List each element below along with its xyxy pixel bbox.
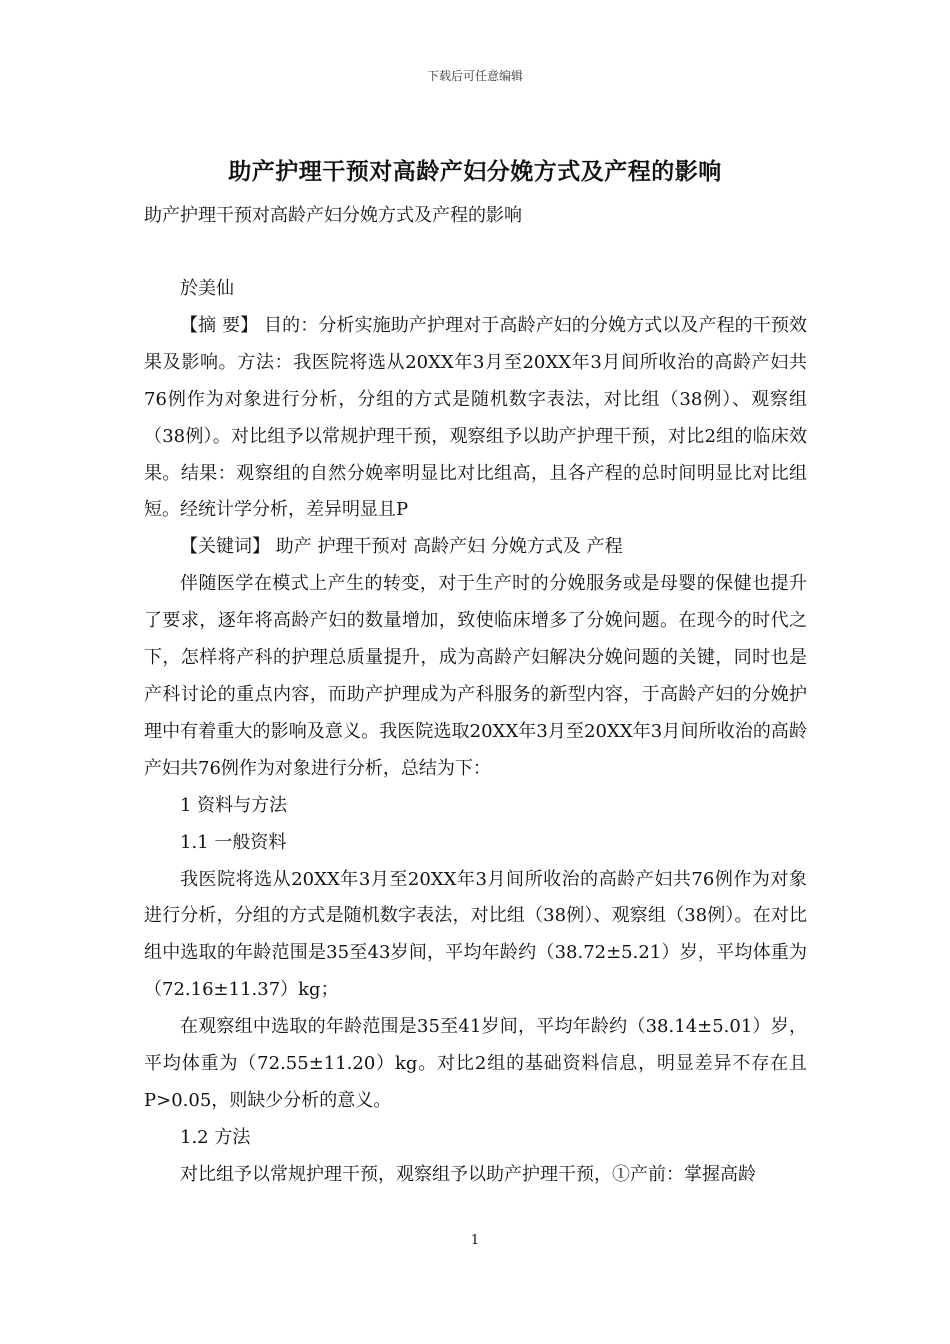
- document-title: 助产护理干预对高龄产妇分娩方式及产程的影响: [228, 159, 722, 185]
- page-number: 1: [470, 1233, 480, 1248]
- paragraph-methods: 对比组予以常规护理干预，观察组予以助产护理干预，①产前：掌握高龄: [180, 1163, 756, 1185]
- paragraph-general-data-a: 我医院将选从20XX年3月至20XX年3月间所收治的高龄产妇共76例作为对象进行分析，分组的方式是随机数字表法，对比组（38例）、观察组（38例）。在对比组中选取的年龄范围是35至43岁间，平均年龄约（38.72±5.21）岁，平均体重为（72.16±11.37）kg；: [144, 868, 807, 1001]
- document-body: [144, 271, 807, 1194]
- section-heading-1: 1 资料与方法: [180, 794, 288, 816]
- paragraph-general-data-b: 在观察组中选取的年龄范围是35至41岁间，平均年龄约（38.14±5.01）岁，平均体重为（72.55±11.20）kg。对比2组的基础资料信息，明显差异不存在且P>0.05，则缺少分析的意义。: [144, 1016, 807, 1111]
- abstract-paragraph: 【摘 要】 目的：分析实施助产护理对于高龄产妇的分娩方式以及产程的干预效果及影响。方法：我医院将选从20XX年3月至20XX年3月间所收治的高龄产妇共76例作为对象进行分析，分组的方式是随机数字表法，对比组（38例）、观察组（38例）。对比组予以常规护理干预，观察组予以助产护理干预，对比2组的临床效果。结果：观察组的自然分娩率明显比对比组高，且各产程的总时间明显比对比组短。经统计学分析，差异明显且P: [144, 314, 807, 521]
- document-subtitle: 助产护理干预对高龄产妇分娩方式及产程的影响: [144, 205, 522, 226]
- author-line: 於美仙: [180, 278, 234, 299]
- section-heading-1-2: 1.2 方法: [180, 1126, 251, 1148]
- intro-paragraph: 伴随医学在模式上产生的转变，对于生产时的分娩服务或是母婴的保健也提升了要求，逐年将高龄产妇的数量增加，致使临床增多了分娩问题。在现今的时代之下，怎样将产科的护理总质量提升，成为高龄产妇解决分娩问题的关键，同时也是产科讨论的重点内容，而助产护理成为产科服务的新型内容，于高龄产妇的分娩护理中有着重大的影响及意义。我医院选取20XX年3月至20XX年3月间所收治的高龄产妇共76例作为对象进行分析，总结为下：: [144, 573, 807, 779]
- section-heading-1-1: 1.1 一般资料: [180, 831, 287, 853]
- header-note: 下载后可任意编辑: [426, 69, 523, 83]
- keywords-paragraph: 【关键词】 助产 护理干预对 高龄产妇 分娩方式及 产程: [180, 536, 623, 558]
